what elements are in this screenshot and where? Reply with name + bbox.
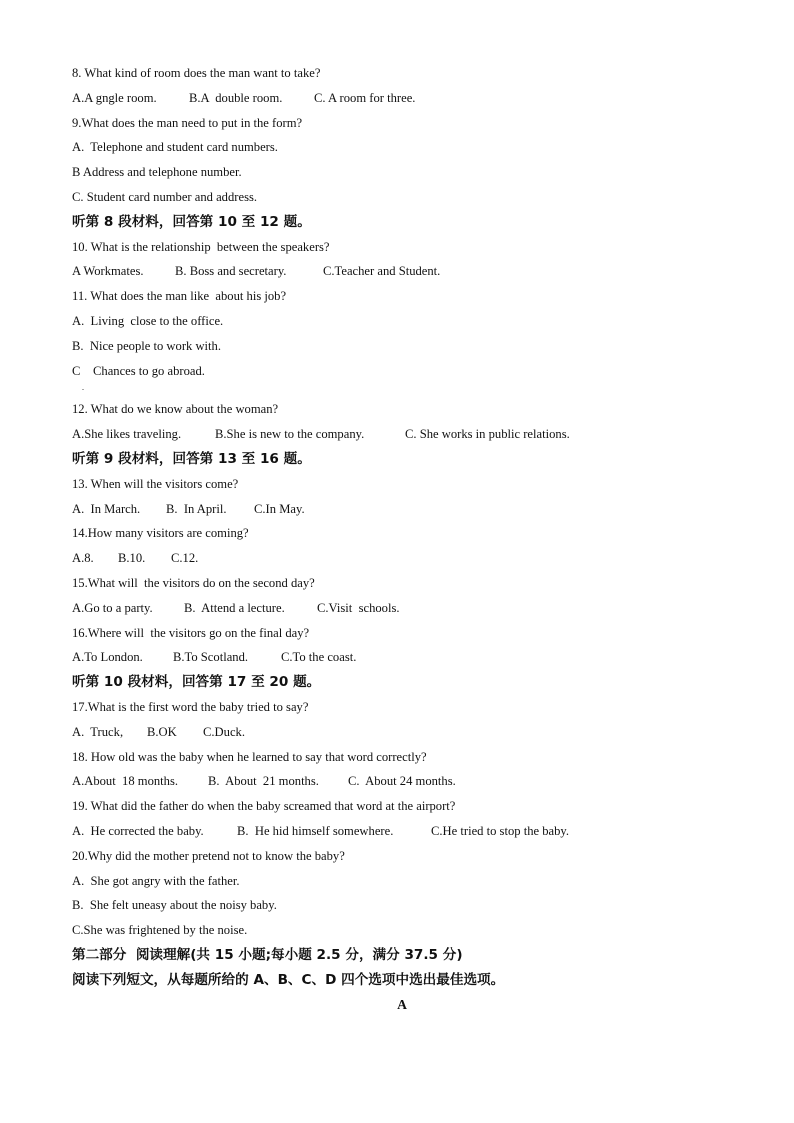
question-text: 17.What is the first word the baby tried to say? — [72, 699, 309, 714]
answer-options-row — [72, 424, 732, 449]
answer-option: A.To London. — [72, 650, 143, 665]
question-text: 10. What is the relationship between the speakers? — [72, 239, 330, 254]
answer-option: A. He corrected the baby. — [72, 823, 204, 838]
answer-options-row — [72, 88, 732, 113]
answer-option: B.OK — [147, 724, 177, 739]
answer-option: A Workmates. — [72, 264, 144, 279]
question-text: 20.Why did the mother pretend not to know the baby? — [72, 848, 345, 863]
answer-option: C.12. — [171, 551, 199, 566]
option-text: C. Student card number and address. — [72, 189, 258, 204]
answer-option: C.To the coast. — [281, 650, 357, 665]
question-text: 12. What do we know about the woman? — [72, 402, 279, 417]
answer-option: C. About 24 months. — [348, 774, 456, 789]
answer-option: C.He tried to stop the baby. — [431, 823, 570, 838]
question-text: 14.How many visitors are coming? — [72, 526, 249, 541]
answer-options-row — [72, 647, 732, 672]
section-heading: 听第 10 段材料，回答第 17 至 20 题。 — [72, 674, 321, 691]
section-heading: 阅读下列短文，从每题所给的 A、B、C、D 四个选项中选出最佳选项。 — [72, 971, 505, 988]
answer-option: B.She is new to the company. — [215, 427, 365, 442]
answer-option: B. He hid himself somewhere. — [237, 823, 394, 838]
question-text: 18. How old was the baby when he learned to say that word correctly? — [72, 749, 427, 764]
question-text: 16.Where will the visitors go on the final day? — [72, 625, 310, 640]
stray-mark: . — [82, 383, 84, 393]
option-text: A. Telephone and student card numbers. — [72, 140, 278, 155]
answer-options-row — [72, 499, 732, 524]
option-text: C.She was frightened by the noise. — [72, 923, 248, 938]
option-text: A. Living close to the office. — [72, 313, 224, 328]
question-text: 13. When will the visitors come? — [72, 476, 239, 491]
answer-option: B. About 21 months. — [208, 774, 319, 789]
answer-option: A. In March. — [72, 501, 141, 516]
answer-option: C.Duck. — [203, 724, 245, 739]
option-text: B Address and telephone number. — [72, 165, 242, 180]
answer-options-row — [72, 722, 732, 747]
question-text: 11. What does the man like about his job? — [72, 289, 287, 304]
question-text: 15.What will the visitors do on the second day? — [72, 575, 315, 590]
option-text: A. She got angry with the father. — [72, 873, 240, 888]
answer-option: B.10. — [118, 551, 146, 566]
section-heading: 听第 9 段材料，回答第 13 至 16 题。 — [72, 450, 311, 467]
answer-options-row — [72, 261, 732, 286]
answer-option: B. In April. — [166, 501, 227, 516]
document-page — [72, 63, 732, 1019]
answer-option: B. Boss and secretary. — [175, 264, 287, 279]
answer-option: A.8. — [72, 551, 94, 566]
answer-option: C. A room for three. — [314, 90, 416, 105]
answer-option: A.Go to a party. — [72, 600, 153, 615]
answer-options-row — [72, 771, 732, 796]
answer-option: C.Teacher and Student. — [323, 264, 441, 279]
section-heading: 听第 8 段材料，回答第 10 至 12 题。 — [72, 213, 311, 230]
answer-option: C.In May. — [254, 501, 305, 516]
answer-options-row — [72, 821, 732, 846]
passage-label: A — [397, 997, 407, 1013]
question-text: 19. What did the father do when the baby screamed that word at the airport? — [72, 799, 456, 814]
option-text: C Chances to go abroad. — [72, 363, 205, 378]
answer-option: A.A gngle room. — [72, 90, 157, 105]
option-text: B. Nice people to work with. — [72, 338, 221, 353]
answer-option: C. She works in public relations. — [405, 427, 570, 442]
answer-option: A. Truck, — [72, 724, 124, 739]
answer-options-row — [72, 548, 732, 573]
answer-option: C.Visit schools. — [317, 600, 400, 615]
answer-option: B.A double room. — [189, 90, 283, 105]
answer-option: B. Attend a lecture. — [184, 600, 285, 615]
section-heading: 第二部分 阅读理解(共 15 小题;每小题 2.5 分，满分 37.5 分) — [72, 946, 463, 963]
answer-option: B.To Scotland. — [173, 650, 249, 665]
option-text: B. She felt uneasy about the noisy baby. — [72, 898, 277, 913]
question-text: 9.What does the man need to put in the form? — [72, 115, 303, 130]
answer-option: A.About 18 months. — [72, 774, 179, 789]
answer-options-row — [72, 598, 732, 623]
answer-option: A.She likes traveling. — [72, 427, 182, 442]
question-text: 8. What kind of room does the man want to take? — [72, 66, 321, 80]
